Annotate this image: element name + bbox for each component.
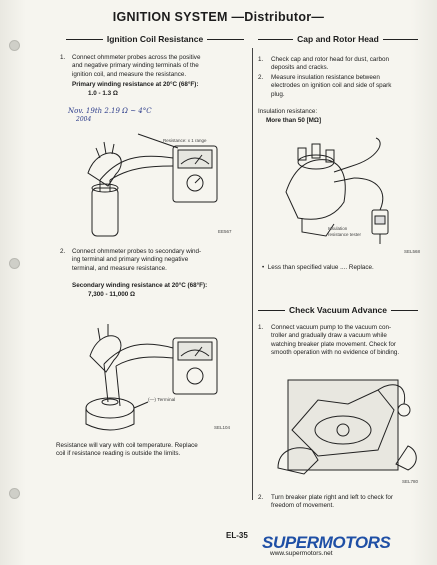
vacuum-advance-test-illustration <box>258 360 430 488</box>
cap-step2-text: Measure insulation resistance between electrodes on ignition coil and side of spark plug. <box>271 74 392 98</box>
step-number: 1. <box>258 324 264 331</box>
page-title: IGNITION SYSTEM —Distributor— <box>112 10 325 24</box>
primary-spec-label: Primary winding resistance at 20°C (68°F): <box>72 81 199 88</box>
primary-spec-value: 1.0 - 1.3 Ω <box>88 90 118 97</box>
right-fig2-code: SEL780 <box>402 479 419 484</box>
step-number: 2. <box>60 248 66 255</box>
distributor-cap-test-illustration <box>268 132 430 260</box>
binder-hole <box>9 488 20 499</box>
secondary-spec-value: 7,300 - 11,000 Ω <box>88 291 136 298</box>
section-heading-vacuum: Check Vacuum Advance <box>258 305 418 315</box>
fig2-code: SEL104 <box>214 425 231 430</box>
fig1-label: Resistance: x 1 range <box>163 138 207 143</box>
temperature-note: Resistance will vary with coil temperature. Replace coil if resistance reading is outside the limits. <box>56 442 198 458</box>
column-divider <box>252 48 253 500</box>
coil-secondary-test-illustration <box>78 316 248 436</box>
page-number: EL-35 <box>226 531 248 540</box>
fig2-label: (—) Terminal <box>148 398 176 403</box>
step2-text: Connect ohmmeter probes to secondary wind- ing terminal and primary winding negative terminal, and measure resistance. <box>72 248 202 272</box>
section-heading-coil: Ignition Coil Resistance <box>66 34 244 44</box>
step-number: 1. <box>258 56 264 63</box>
step1-text: Connect ohmmeter probes across the positive and negative primary winding terminals of the ignition coil, and measure the resistance. <box>72 54 201 78</box>
step-number: 1. <box>60 54 66 61</box>
handwritten-year: 2004 <box>76 116 92 123</box>
binder-hole <box>9 258 20 269</box>
section-heading-cap-rotor: Cap and Rotor Head <box>258 34 418 44</box>
step-number: 2. <box>258 494 264 501</box>
coil-primary-test-illustration <box>78 128 248 240</box>
vacuum-step1-text: Connect vacuum pump to the vacuum con- troller and gradually draw a vacuum while watching breaker plate movement. Check for smooth operation with no evidence of binding. <box>271 324 400 357</box>
secondary-spec-label: Secondary winding resistance at 20°C (68°F): <box>72 282 208 289</box>
handwritten-note: Nov. 19th 2.19 Ω ~ 4°C <box>68 107 152 115</box>
step-number: 2. <box>258 74 264 81</box>
insulation-label: Insulation resistance: <box>258 108 318 115</box>
insulation-tester-label: Insulation resistance tester <box>328 226 362 237</box>
replace-bullet: • Less than specified value .... Replace. <box>262 264 374 271</box>
watermark-url: www.supermotors.net <box>270 550 333 557</box>
right-fig1-code: SEL568 <box>404 249 421 254</box>
watermark-brand: SUPERMOTORS <box>262 533 391 552</box>
cap-step1-text: Check cap and rotor head for dust, carbon deposits and cracks. <box>271 56 389 72</box>
binder-hole <box>9 40 20 51</box>
vacuum-step2-text: Turn breaker plate right and left to check for freedom of movement. <box>271 494 393 510</box>
insulation-value: More than 50 [MΩ] <box>266 117 322 124</box>
fig1-code: EE567 <box>218 229 232 234</box>
